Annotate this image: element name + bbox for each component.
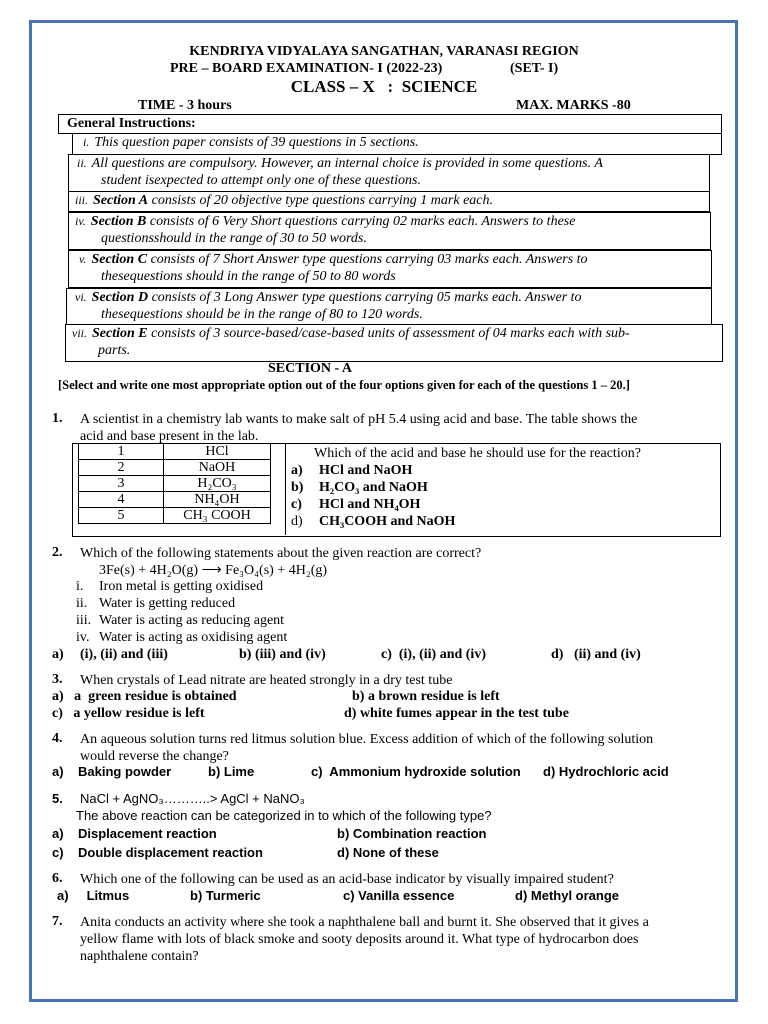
instruction-item [66, 288, 712, 326]
option-c: c) a yellow residue is left [52, 706, 205, 721]
instruction-section: Section D [91, 290, 149, 305]
instruction-section: Section B [90, 214, 147, 229]
table-cell: 1 [79, 444, 164, 460]
option-d: d) (ii) and (iv) [551, 647, 641, 662]
instruction-section: Section C [91, 252, 148, 267]
statement-num: iii. [76, 613, 92, 628]
statement-num: ii. [76, 596, 88, 611]
option-b: b) Lime [208, 764, 255, 779]
q1-table-divider [285, 443, 286, 535]
option-label: b) [291, 480, 304, 495]
question-number: 7. [52, 914, 63, 929]
instruction-num: vii. [72, 326, 87, 340]
instruction-item [68, 212, 711, 250]
instructions-title: General Instructions: [67, 116, 196, 131]
table-cell: H₂CO₃ [164, 476, 271, 492]
instruction-item [72, 133, 722, 155]
instruction-text: consists of 6 Very Short questions carrying 02 marks each. Answers to these [146, 214, 576, 229]
max-marks-label: MAX. MARKS -80 [516, 98, 631, 113]
question-text [80, 731, 720, 765]
question-number: 5. [52, 791, 63, 806]
instruction-num: iv. [75, 214, 86, 228]
table-row [79, 460, 271, 476]
question-text: Which one of the following can be used as an acid-base indicator by visually impaired student? [80, 872, 614, 887]
table-cell: 4 [79, 492, 164, 508]
option-label: a) [291, 463, 303, 478]
instruction-item [68, 191, 710, 212]
org-title: KENDRIYA VIDYALAYA SANGATHAN, VARANASI REGION [189, 44, 579, 59]
question-line: A scientist in a chemistry lab wants to make salt of pH 5.4 using acid and base. The table shows the [80, 412, 638, 427]
option-c: c) Double displacement reaction [52, 845, 263, 860]
instruction-text-cont: questionsshould in the range of 30 to 50 words. [101, 231, 367, 246]
option-a: (i), (ii) and (iii) [80, 647, 168, 662]
instruction-num: ii. [77, 156, 87, 170]
section-a-instruction: [Select and write one most appropriate option out of the four options given for each of the questions 1 – 20.] [58, 378, 630, 392]
question-number: 6. [52, 871, 63, 886]
option-label: d) [291, 514, 303, 529]
option-d: d) Hydrochloric acid [543, 764, 669, 779]
table-cell: NaOH [164, 460, 271, 476]
instruction-text-cont: student isexpected to attempt only one of these questions. [101, 173, 421, 188]
instruction-section: Section A [93, 193, 149, 208]
instruction-text: All questions are compulsory. However, an internal choice is provided in some questions. A [91, 156, 603, 171]
question-line: An aqueous solution turns red litmus solution blue. Excess addition of which of the following solution [80, 732, 654, 747]
table-cell: 3 [79, 476, 164, 492]
question-number: 1. [52, 411, 63, 426]
question-line: Anita conducts an activity where she took a naphthalene ball and burnt it. She observed that it gives a [80, 915, 649, 930]
set-label: (SET- I) [510, 61, 559, 76]
instruction-text: consists of 20 objective type questions carrying 1 mark each. [148, 193, 493, 208]
question-line: would reverse the change? [80, 749, 229, 764]
table-cell: NH₄OH [164, 492, 271, 508]
option-c: c) Vanilla essence [343, 888, 455, 903]
instruction-text: This question paper consists of 39 questions in 5 sections. [94, 135, 419, 150]
question-line: yellow flame with lots of black smoke and sooty deposits around it. What type of hydrocarbon does [80, 932, 639, 947]
question-text: The above reaction can be categorized in to which of the following type? [76, 808, 492, 823]
table-cell: 2 [79, 460, 164, 476]
statement-text: Water is acting as reducing agent [99, 613, 285, 628]
option-b: b) (iii) and (iv) [239, 647, 326, 662]
instruction-num: v. [79, 252, 87, 266]
option-text: CH₃COOH and NaOH [319, 514, 456, 529]
option-text: HCl and NH₄OH [319, 497, 421, 512]
table-cell: 5 [79, 508, 164, 524]
table-row [79, 508, 271, 524]
instruction-num: iii. [75, 193, 89, 207]
question-line: naphthalene contain? [80, 949, 199, 964]
option-label: a) [52, 647, 64, 662]
option-text: HCl and NaOH [319, 463, 413, 478]
table-row [79, 492, 271, 508]
instruction-text-cont: parts. [98, 343, 131, 358]
table-row [79, 476, 271, 492]
instruction-text: consists of 3 source-based/case-based units of assessment of 04 marks each with sub- [147, 326, 630, 341]
option-b: b) Combination reaction [337, 826, 487, 841]
statement-text: Water is acting as oxidising agent [99, 630, 288, 645]
instruction-num: vi. [75, 290, 87, 304]
option-a: a) Displacement reaction [52, 826, 217, 841]
option-a: a) Litmus [57, 888, 130, 903]
time-label: TIME - 3 hours [138, 98, 232, 113]
reaction-equation: NaCl + AgNO₃………..> AgCl + NaNO₃ [80, 791, 305, 806]
exam-title: PRE – BOARD EXAMINATION- I (2022-23) [170, 61, 443, 76]
instruction-item [65, 324, 723, 362]
option-d: d) Methyl orange [515, 888, 620, 903]
q1-prompt: Which of the acid and base he should use for the reaction? [314, 446, 641, 461]
question-number: 4. [52, 731, 63, 746]
question-number: 3. [52, 672, 63, 687]
option-b: b) Turmeric [190, 888, 261, 903]
option-c: c) (i), (ii) and (iv) [381, 647, 486, 662]
statement-text: Water is getting reduced [99, 596, 236, 611]
instruction-text-cont: thesequestions should in the range of 50 to 80 words [101, 269, 396, 284]
option-text: H₂CO₃ and NaOH [319, 480, 428, 495]
instruction-item [68, 250, 712, 288]
lab-table [78, 443, 271, 524]
option-d: d) white fumes appear in the test tube [344, 706, 569, 721]
instruction-text: consists of 3 Long Answer type questions carrying 05 marks each. Answer to [148, 290, 582, 305]
statement-num: iv. [76, 630, 90, 645]
option-a: a) a green residue is obtained [52, 689, 237, 704]
reaction-equation: 3Fe(s) + 4H₂O(g) ⟶ Fe₃O₄(s) + 4H₂(g) [99, 563, 328, 578]
question-number: 2. [52, 545, 63, 560]
question-text: Which of the following statements about the given reaction are correct? [80, 546, 482, 561]
section-a-title: SECTION - A [268, 361, 353, 376]
question-text [80, 914, 720, 965]
instruction-text: consists of 7 Short Answer type questions carrying 03 marks each. Answers to [147, 252, 588, 267]
instruction-section: Section E [92, 326, 148, 341]
class-title: CLASS – X : SCIENCE [290, 77, 478, 96]
statement-text: Iron metal is getting oxidised [99, 579, 264, 594]
question-text: When crystals of Lead nitrate are heated strongly in a dry test tube [80, 673, 453, 688]
option-label: c) [291, 497, 302, 512]
option-c: c) Ammonium hydroxide solution [311, 764, 521, 779]
instruction-text-cont: thesequestions should be in the range of 80 to 120 words. [101, 307, 423, 322]
table-cell: HCl [164, 444, 271, 460]
question-text [80, 411, 720, 445]
instruction-num: i. [83, 135, 90, 149]
instructions-title-box [58, 114, 722, 134]
option-d: d) None of these [337, 845, 439, 860]
table-cell: CH₃ COOH [164, 508, 271, 524]
table-row [79, 444, 271, 460]
option-a: a) Baking powder [52, 764, 172, 779]
statement-num: i. [76, 579, 84, 594]
option-b: b) a brown residue is left [352, 689, 500, 704]
instruction-item [68, 154, 710, 192]
question-line: acid and base present in the lab. [80, 429, 259, 444]
